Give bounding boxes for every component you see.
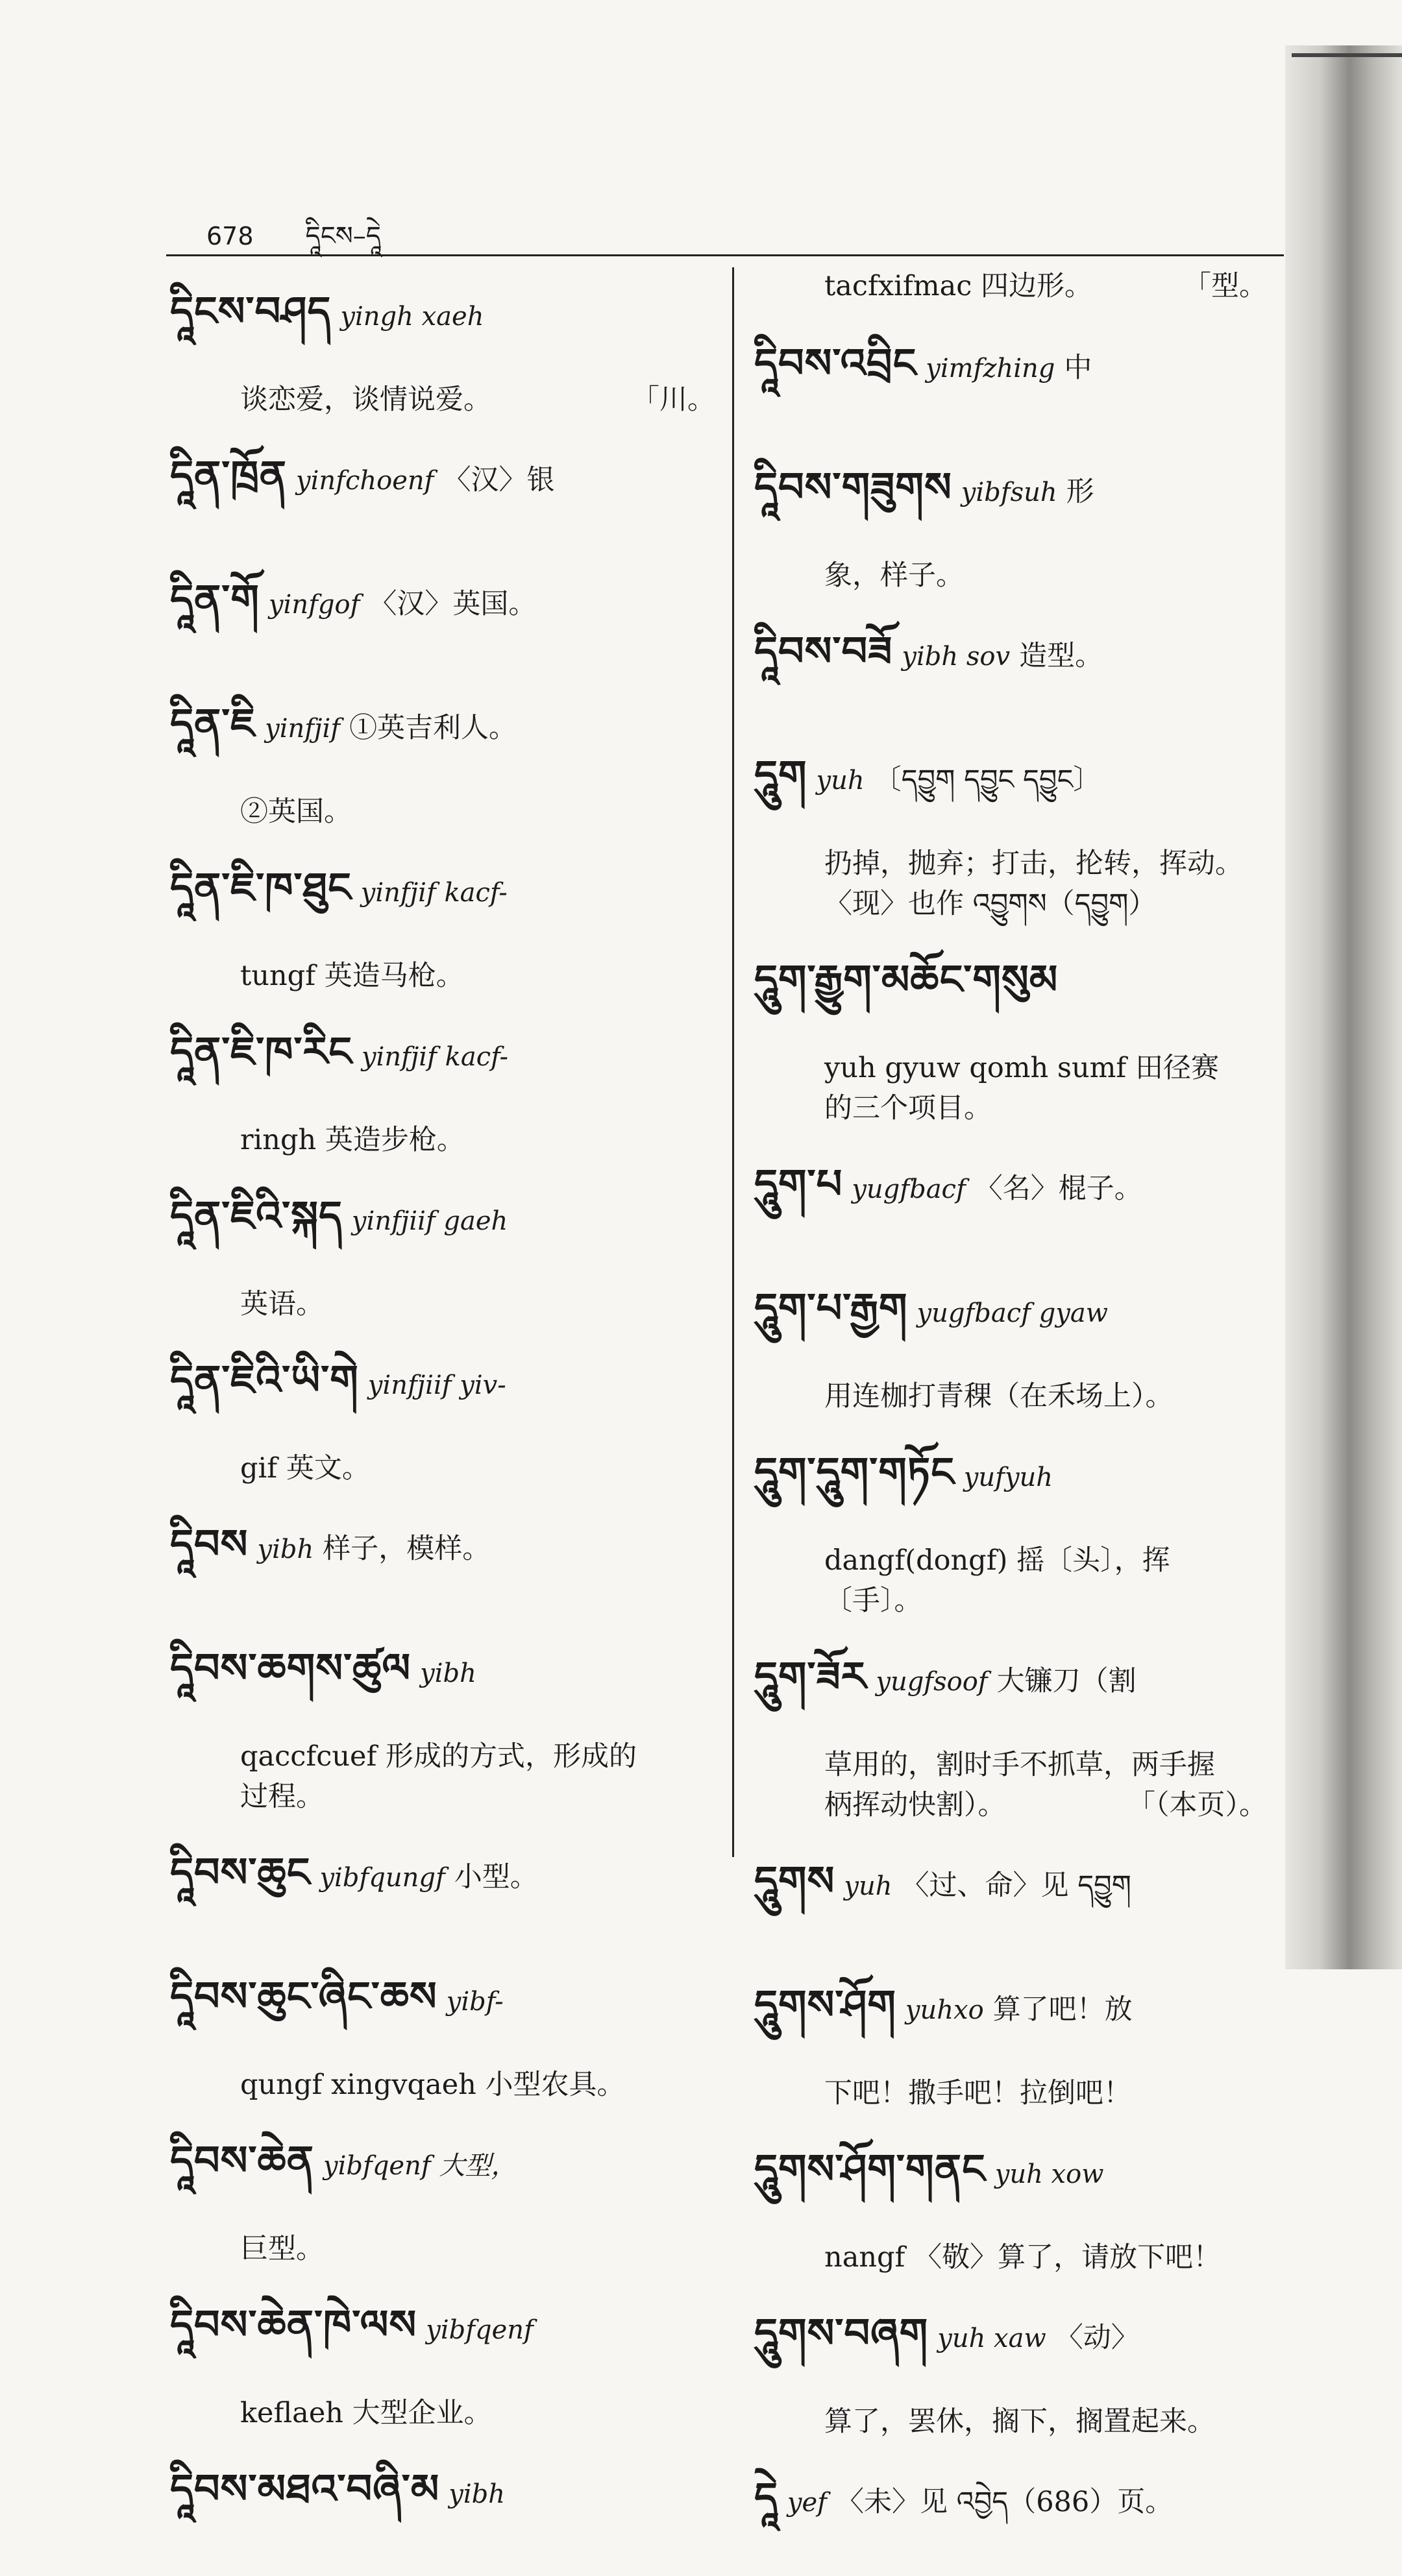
dictionary-entry	[754, 1631, 1267, 1825]
entry-headline	[170, 1335, 715, 1448]
dictionary-entry	[754, 2288, 1267, 2442]
left-column	[170, 266, 715, 2568]
headword-tibetan: དཱིན་ཇི	[170, 699, 256, 747]
continuation-text: ②英国。	[240, 796, 352, 828]
dictionary-entry	[170, 430, 715, 544]
headword-tibetan: དཱིན་གོ	[170, 576, 260, 623]
entry-definition: 中	[1064, 352, 1092, 384]
dictionary-entry	[754, 2452, 1267, 2566]
dictionary-entry	[754, 730, 1267, 924]
dictionary-entry	[754, 1960, 1267, 2113]
headword-transliteration: yibh	[449, 2479, 506, 2509]
headword-transliteration: yibfqenf 大型，	[323, 2151, 517, 2181]
entry-continuation-line	[754, 555, 1267, 596]
headword-transliteration: yuhxo	[905, 1995, 984, 2025]
entry-continuation-line	[170, 1120, 715, 1160]
entry-continuation-line	[754, 1540, 1267, 1621]
page-edge-line	[1292, 53, 1402, 57]
headword-transliteration: yinfchoenf	[296, 466, 434, 496]
entry-headline	[170, 554, 715, 668]
entry-definition: 〈汉〉银	[443, 464, 555, 496]
continuation-text: qungf xingvqaeh 小型农具。	[240, 2069, 625, 2101]
entry-headline	[754, 2124, 1267, 2237]
entry-headline	[170, 2115, 715, 2229]
entry-continuation-line	[170, 380, 715, 420]
headword-tibetan: དཱིབས་ཆགས་ཚུལ	[170, 1644, 412, 1692]
entry-definition: 大镰刀（割	[996, 1665, 1137, 1697]
dictionary-entry	[170, 554, 715, 668]
dictionary-entry	[754, 1836, 1267, 1949]
headword-transliteration: yibfqungf	[319, 1863, 445, 1893]
headword-tibetan: དཱུགས་བཞག	[754, 2309, 929, 2357]
entry-continuation-line	[170, 1736, 715, 1777]
entry-headline	[754, 730, 1267, 844]
dictionary-entry	[170, 1623, 715, 1817]
dictionary-entry	[170, 678, 715, 832]
headword-transliteration: yimfzhing	[926, 354, 1055, 383]
headword-tibetan: དཱིབས་ཆུང་ཞིང་ཆས	[170, 1973, 437, 2020]
entry-headline	[754, 2288, 1267, 2401]
continuation-text: tacfxifmac 四边形。	[824, 270, 1092, 302]
headword-transliteration: yuh	[844, 1871, 892, 1901]
running-head: དཱིངས–དཱེ	[305, 221, 381, 251]
headword-transliteration: yibfsuh	[961, 478, 1057, 507]
continuation-text: 草用的，割时手不抓草，两手握	[824, 1749, 1215, 1781]
entry-definition: 样子，模样。	[323, 1533, 491, 1565]
entry-continuation-line	[170, 2229, 715, 2269]
dictionary-entry	[170, 1499, 715, 1612]
entry-tail-note: 「型。	[1183, 270, 1267, 302]
entry-headline	[754, 442, 1267, 555]
dictionary-entry	[170, 842, 715, 996]
continuation-text: 的三个项目。	[824, 1092, 992, 1124]
headword-tibetan: དཱིན་ཁྲོན	[170, 452, 288, 499]
headword-transliteration: yibfqenf	[426, 2315, 534, 2345]
headword-tibetan: དཱིན་ཇི་ཁ་ཐུང	[170, 864, 352, 911]
entry-headline	[170, 1623, 715, 1736]
headword-tibetan: དཱུག་དཱུག་གཏོང	[754, 1448, 955, 1496]
continuation-text: 下吧！撒手吧！拉倒吧！	[824, 2077, 1131, 2109]
dictionary-entry	[754, 442, 1267, 596]
entry-headline	[170, 1171, 715, 1284]
entry-definition: 〈动〉	[1055, 2322, 1139, 2354]
headword-transliteration: yinfgof	[268, 590, 360, 620]
entry-definition: 〈过、命〉见 དབྱུག	[901, 1869, 1131, 1902]
headword-tibetan: དཱིན་ཇིའི་སྐད	[170, 1192, 343, 1239]
headword-transliteration: yuh xaw	[937, 2324, 1046, 2353]
entry-headline	[754, 2452, 1267, 2566]
dictionary-entry	[754, 318, 1267, 431]
entry-headline	[170, 842, 715, 956]
entry-continuation-line	[754, 2073, 1267, 2113]
dictionary-entry	[170, 1335, 715, 1488]
entry-definition: 〔དབྱུག དབྱུང དབྱུང〕	[873, 764, 1101, 796]
dictionary-entry	[170, 2279, 715, 2433]
continuation-text: 算了，罢休，搁下，搁置起来。	[824, 2405, 1215, 2438]
entry-definition: 〈名〉棍子。	[974, 1173, 1142, 1205]
entry-headline	[170, 2279, 715, 2393]
continuation-text: 〈现〉也作 འབྱུགས（དབྱུག）	[824, 888, 1157, 920]
continuation-text: 象，样子。	[824, 559, 964, 592]
headword-transliteration: yuh xow	[994, 2159, 1104, 2189]
headword-tibetan: དཱུགས་ཤོག	[754, 1981, 896, 2028]
headword-transliteration: yinfjif kacf-	[360, 878, 508, 908]
entry-headline	[170, 430, 715, 544]
headword-tibetan: དཱིབས་ཆེན་ཁེ་ལས	[170, 2301, 417, 2348]
entry-headline	[170, 1951, 715, 2065]
entry-tail-note: 「（本页）。	[1127, 1789, 1267, 1821]
headword-tibetan: དཱུག་རྒྱུག་མཆོང་གསུམ	[754, 956, 1059, 1003]
headword-tibetan: དཱིངས་བཤད	[170, 287, 332, 335]
entry-headline	[754, 318, 1267, 431]
entry-continuation-line	[170, 1284, 715, 1324]
page-header	[206, 206, 381, 251]
headword-tibetan: དཱེ	[754, 2473, 778, 2521]
headword-tibetan: དཱིབས་གཟུགས	[754, 463, 952, 511]
entry-continuation-line	[170, 792, 715, 832]
continuation-text: tungf 英造马枪。	[240, 960, 464, 992]
continuation-text: 谈恋爱，谈情说爱。	[240, 383, 491, 416]
page-number: 678	[206, 222, 254, 250]
headword-tibetan: དཱུག་པ་རྒྱག	[754, 1284, 908, 1331]
entry-headline	[754, 1836, 1267, 1949]
headword-tibetan: དཱུགས་ཤོག་གནང	[754, 2145, 986, 2193]
headword-tibetan: དཱིབས་ཆེན	[170, 2137, 315, 2184]
entry-continuation-line	[170, 2393, 715, 2433]
entry-definition: 〈汉〉英国。	[369, 588, 537, 620]
entry-definition: 形	[1066, 476, 1094, 508]
headword-transliteration: yingh xaeh	[340, 302, 484, 332]
entry-headline	[170, 1827, 715, 1941]
continuation-text: dangf(dongf) 摇〔头〕，挥〔手〕。	[824, 1544, 1170, 1617]
entry-headline	[170, 1006, 715, 1120]
entry-continuation-line	[754, 1785, 1267, 1825]
page-edge-shadow	[1285, 45, 1402, 1969]
right-column	[754, 266, 1267, 2576]
entry-headline	[754, 1427, 1267, 1540]
entry-continuation-line	[754, 2401, 1267, 2442]
headword-transliteration: yugfbacf	[852, 1174, 966, 1204]
continuation-text: gif 英文。	[240, 1452, 370, 1485]
entry-headline	[754, 606, 1267, 720]
continuation-text: 扔掉，抛弃；打击，抡转，挥动。	[824, 847, 1243, 880]
headword-tibetan: དཱིན་ཇིའི་ཡི་གེ	[170, 1356, 359, 1403]
headword-tibetan: དཱུགས	[754, 1857, 835, 1904]
entry-headline	[754, 934, 1267, 1048]
dictionary-entry	[170, 1951, 715, 2105]
dictionary-entry	[170, 1171, 715, 1324]
headword-transliteration: yuh	[816, 766, 865, 796]
headword-tibetan: དཱིན་ཇི་ཁ་རིང	[170, 1028, 352, 1075]
dictionary-entry	[754, 1139, 1267, 1252]
dictionary-entry	[754, 934, 1267, 1128]
headword-transliteration: yinfjif kacf-	[361, 1042, 508, 1072]
headword-transliteration: yinfjiif yiv-	[367, 1370, 506, 1400]
entry-continuation-line	[754, 1376, 1267, 1416]
headword-tibetan: དཱིབས་བཟོ	[754, 627, 893, 675]
headword-transliteration: yibh	[257, 1535, 314, 1564]
headword-transliteration: yibh	[420, 1659, 476, 1688]
headword-transliteration: yugfsoof	[876, 1667, 988, 1697]
headword-tibetan: དཱིབས་ཆུང	[170, 1849, 311, 1896]
dictionary-entry	[170, 266, 715, 420]
headword-transliteration: yibf-	[446, 1987, 504, 2017]
headword-transliteration: yinfjif	[265, 714, 341, 744]
continuation-text: yuh gyuw qomh sumf 田径赛	[824, 1052, 1220, 1084]
entry-headline	[754, 1960, 1267, 2073]
dictionary-entry	[754, 606, 1267, 720]
entry-tail-note: 「川。	[632, 383, 715, 416]
continuation-text: 过程。	[240, 1780, 324, 1813]
continuation-text: 用连枷打青稞（在禾场上）。	[824, 1380, 1174, 1413]
entry-continuation	[754, 266, 1267, 306]
entry-definition: 造型。	[1019, 640, 1103, 672]
entry-continuation-line	[170, 2065, 715, 2105]
dictionary-entry	[170, 2444, 715, 2557]
entry-continuation-line	[170, 1448, 715, 1488]
headword-tibetan: དཱུག	[754, 751, 807, 799]
dictionary-entry	[170, 2115, 715, 2269]
entry-headline	[170, 678, 715, 792]
entry-continuation-line	[170, 956, 715, 996]
headword-tibetan: དཱུག་པ	[754, 1160, 843, 1208]
entry-continuation-line	[754, 844, 1267, 884]
entry-headline	[170, 2444, 715, 2557]
entry-definition: 算了吧！放	[992, 1993, 1133, 2026]
entry-headline	[170, 266, 715, 380]
continuation-text: ringh 英造步枪。	[240, 1124, 465, 1156]
headword-tibetan: དཱུག་ཟོར	[754, 1653, 867, 1700]
headword-transliteration: yufyuh	[963, 1463, 1053, 1492]
entry-continuation-line	[754, 1048, 1267, 1088]
dictionary-entry	[170, 1827, 715, 1941]
headword-tibetan: དཱིབས	[170, 1520, 249, 1568]
dictionary-entry	[754, 1263, 1267, 1416]
entry-headline	[754, 1631, 1267, 1745]
header-rule	[166, 254, 1284, 256]
entry-headline	[170, 1499, 715, 1612]
headword-tibetan: དཱིབས་འབྲིང	[754, 339, 917, 387]
continuation-text: keflaeh 大型企业。	[240, 2397, 492, 2429]
entry-headline	[754, 1139, 1267, 1252]
headword-tibetan: དཱིབས་མཐའ་བཞི་མ	[170, 2465, 440, 2512]
dictionary-entry	[170, 1006, 715, 1160]
entry-continuation-line	[754, 2237, 1267, 2278]
headword-transliteration: yinfjiif gaeh	[351, 1206, 508, 1236]
dictionary-entry	[754, 1427, 1267, 1621]
entry-headline	[754, 1263, 1267, 1376]
entry-definition: 〈未〉见 འབྱེད（686）页。	[835, 2486, 1174, 2518]
entry-continuation-line	[754, 1088, 1267, 1128]
continuation-text: nangf 〈敬〉算了，请放下吧！	[824, 2241, 1222, 2274]
headword-transliteration: yugfbacf gyaw	[916, 1298, 1108, 1328]
dictionary-entry	[754, 2124, 1267, 2278]
continuation-text: 巨型。	[240, 2233, 324, 2265]
headword-transliteration: yibh sov	[902, 642, 1011, 672]
continuation-text: 英语。	[240, 1288, 324, 1320]
entry-definition: 小型。	[454, 1861, 538, 1893]
headword-transliteration: yef	[787, 2488, 827, 2518]
column-divider	[732, 267, 734, 1857]
entry-continuation-line	[754, 884, 1267, 924]
entry-definition: ①英吉利人。	[349, 712, 517, 744]
continuation-text: qaccfcuef 形成的方式，形成的	[240, 1740, 637, 1773]
entry-continuation-line	[754, 1745, 1267, 1785]
continuation-text: 柄挥动快割）。	[824, 1789, 1006, 1821]
entry-continuation-line	[170, 1777, 715, 1817]
dictionary-entry	[754, 266, 1267, 306]
